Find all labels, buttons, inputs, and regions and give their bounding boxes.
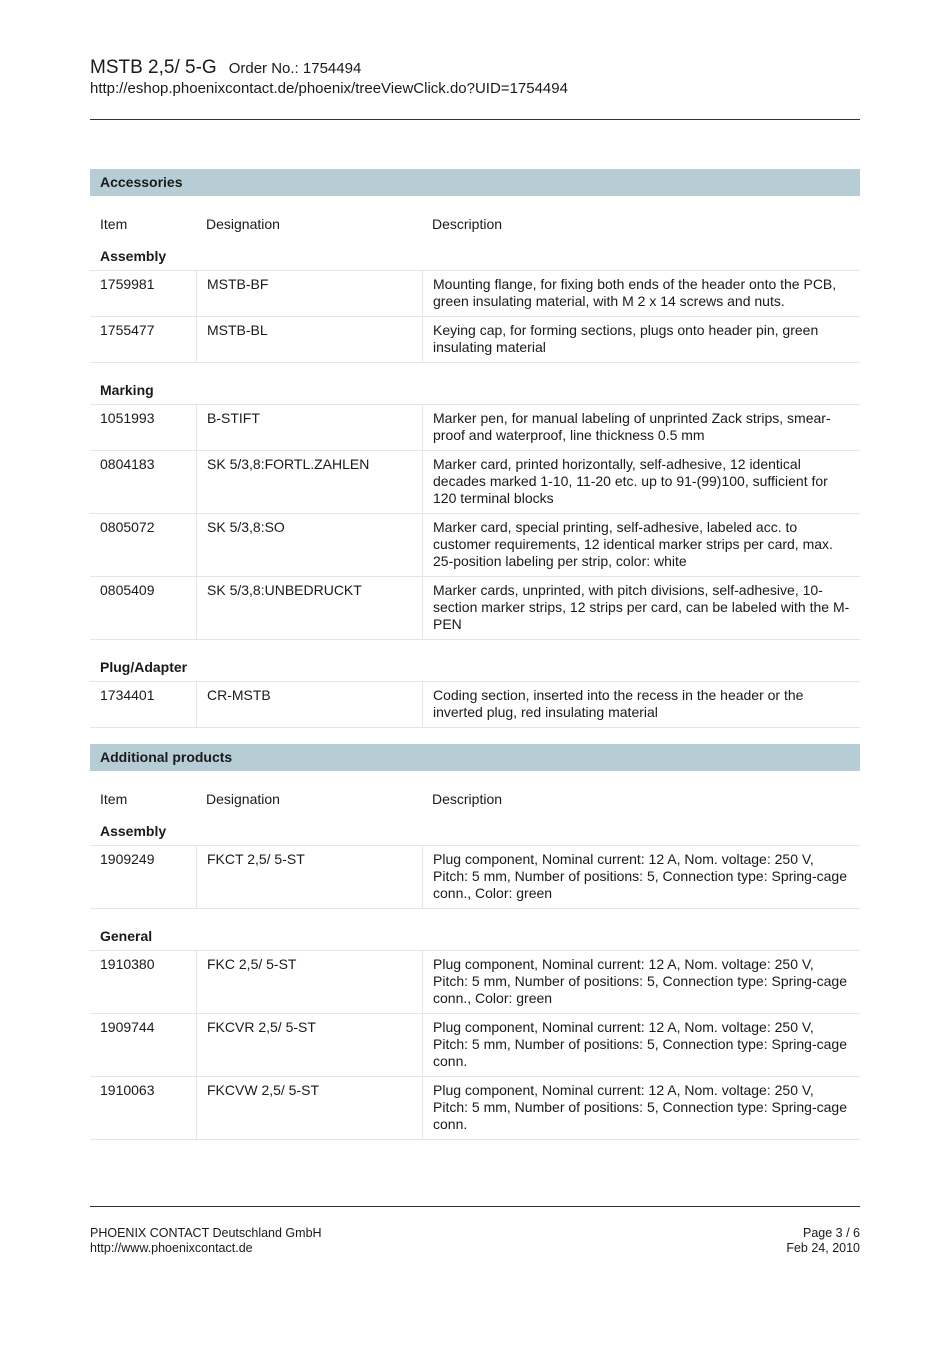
table-row	[90, 846, 860, 909]
product-table	[90, 950, 860, 1140]
table-row	[90, 317, 860, 363]
description-cell: Plug component, Nominal current: 12 A, Nom. voltage: 250 V, Pitch: 5 mm, Number of positions: 5, Connection type: Spring-cage conn.	[423, 1077, 861, 1140]
item-number-cell: 0804183	[90, 451, 197, 514]
footer-company: PHOENIX CONTACT Deutschland GmbH	[90, 1226, 322, 1240]
table-row	[90, 451, 860, 514]
group-title: Assembly	[100, 823, 167, 839]
designation-cell: SK 5/3,8:SO	[197, 514, 423, 577]
section-header-additional-products: Additional products	[90, 744, 860, 771]
table-row	[90, 577, 860, 640]
product-url[interactable]: http://eshop.phoenixcontact.de/phoenix/treeViewClick.do?UID=1754494	[90, 80, 568, 97]
table-row	[90, 514, 860, 577]
content	[90, 169, 860, 1140]
description-cell: Marker pen, for manual labeling of unprinted Zack strips, smear-proof and waterproof, line thickness 0.5 mm	[423, 405, 861, 451]
group-title: Marking	[100, 382, 154, 398]
product-table	[90, 270, 860, 363]
column-header-designation: Designation	[206, 216, 280, 232]
header-divider	[90, 119, 860, 120]
footer-date: Feb 24, 2010	[786, 1241, 860, 1255]
item-number-cell: 1909249	[90, 846, 197, 909]
product-name: MSTB 2,5/ 5-G	[90, 57, 217, 78]
item-number-cell: 1910380	[90, 951, 197, 1014]
table-row	[90, 405, 860, 451]
description-cell: Keying cap, for forming sections, plugs onto header pin, green insulating material	[423, 317, 861, 363]
footer-website[interactable]: http://www.phoenixcontact.de	[90, 1241, 253, 1255]
group-title: Assembly	[100, 248, 167, 264]
section-gap	[90, 728, 860, 744]
designation-cell: FKCVW 2,5/ 5-ST	[197, 1077, 423, 1140]
designation-cell: CR-MSTB	[197, 682, 423, 728]
table-row	[90, 682, 860, 728]
item-number-cell: 0805409	[90, 577, 197, 640]
description-cell: Marker cards, unprinted, with pitch divisions, self-adhesive, 10-section marker strips, 12 strips per card, can be labeled with the M-PEN	[423, 577, 861, 640]
description-cell: Coding section, inserted into the recess in the header or the inverted plug, red insulating material	[423, 682, 861, 728]
designation-cell: MSTB-BF	[197, 271, 423, 317]
product-table	[90, 845, 860, 909]
column-header-description: Description	[432, 791, 503, 807]
item-number-cell: 1734401	[90, 682, 197, 728]
table-row	[90, 1077, 860, 1140]
additional-products-groups	[90, 817, 860, 1140]
designation-cell: SK 5/3,8:FORTL.ZAHLEN	[197, 451, 423, 514]
item-number-cell: 1051993	[90, 405, 197, 451]
footer-right	[786, 1226, 860, 1256]
designation-cell: MSTB-BL	[197, 317, 423, 363]
document-title	[90, 57, 361, 79]
group-title: Plug/Adapter	[100, 659, 188, 675]
table-row	[90, 1014, 860, 1077]
designation-cell: FKCT 2,5/ 5-ST	[197, 846, 423, 909]
table-row	[90, 951, 860, 1014]
order-number: Order No.: 1754494	[228, 60, 362, 77]
item-number-cell: 1909744	[90, 1014, 197, 1077]
accessories-groups	[90, 242, 860, 728]
footer-left	[90, 1226, 322, 1256]
designation-cell: B-STIFT	[197, 405, 423, 451]
column-headers	[90, 771, 860, 829]
product-table	[90, 404, 860, 640]
designation-cell: FKC 2,5/ 5-ST	[197, 951, 423, 1014]
designation-cell: SK 5/3,8:UNBEDRUCKT	[197, 577, 423, 640]
description-cell: Plug component, Nominal current: 12 A, Nom. voltage: 250 V, Pitch: 5 mm, Number of positions: 5, Connection type: Spring-cage conn.	[423, 1014, 861, 1077]
footer-divider	[90, 1206, 860, 1207]
item-number-cell: 1910063	[90, 1077, 197, 1140]
description-cell: Marker card, printed horizontally, self-adhesive, 12 identical decades marked 1-10, 11-20 etc. up to 91-(99)100, sufficient for 120 terminal blocks	[423, 451, 861, 514]
column-header-item: Item	[100, 791, 128, 807]
column-header-description: Description	[432, 216, 503, 232]
column-header-designation: Designation	[206, 791, 280, 807]
item-number-cell: 1755477	[90, 317, 197, 363]
section-header-accessories: Accessories	[90, 169, 860, 196]
description-cell: Mounting flange, for fixing both ends of the header onto the PCB, green insulating material, with M 2 x 14 screws and nuts.	[423, 271, 861, 317]
group-title: General	[100, 928, 153, 944]
table-row	[90, 271, 860, 317]
item-number-cell: 0805072	[90, 514, 197, 577]
description-cell: Marker card, special printing, self-adhesive, labeled acc. to customer requirements, 12 identical marker strips per card, max. 25-position labeling per strip, color: white	[423, 514, 861, 577]
column-headers	[90, 196, 860, 254]
description-cell: Plug component, Nominal current: 12 A, Nom. voltage: 250 V, Pitch: 5 mm, Number of positions: 5, Connection type: Spring-cage conn., Color: green	[423, 846, 861, 909]
designation-cell: FKCVR 2,5/ 5-ST	[197, 1014, 423, 1077]
column-header-item: Item	[100, 216, 128, 232]
footer-page-number: Page 3 / 6	[803, 1226, 860, 1240]
item-number-cell: 1759981	[90, 271, 197, 317]
description-cell: Plug component, Nominal current: 12 A, Nom. voltage: 250 V, Pitch: 5 mm, Number of positions: 5, Connection type: Spring-cage conn., Color: green	[423, 951, 861, 1014]
product-table	[90, 681, 860, 728]
